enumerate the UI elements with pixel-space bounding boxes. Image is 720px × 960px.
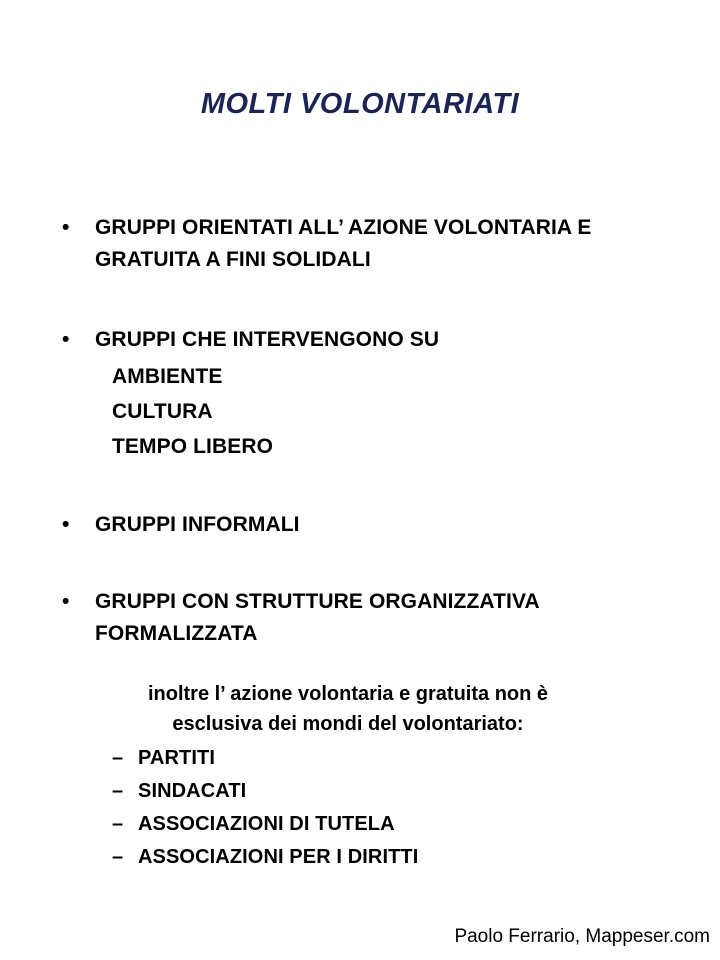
dash-list-item-label: SINDACATI [138, 780, 247, 802]
note-paragraph [88, 679, 608, 739]
dash-list-item-label: PARTITI [138, 747, 215, 769]
list-item-label: GRUPPI CON STRUTTURE ORGANIZZATIVA FORMALIZZATA [95, 590, 539, 645]
sub-list-item: AMBIENTE [112, 365, 223, 388]
page-title: MOLTI VOLONTARIATI [200, 88, 520, 120]
note-line-1: inoltre l’ azione volontaria e gratuita non è [147, 683, 549, 705]
sub-list-item: TEMPO LIBERO [112, 435, 274, 458]
dash-list-item [0, 841, 720, 874]
bullet-list [0, 212, 720, 650]
sub-list [95, 359, 720, 464]
list-item [0, 324, 720, 464]
dash-list-item-label: ASSOCIAZIONI PER I DIRITTI [138, 846, 419, 868]
dash-icon: – [112, 780, 124, 802]
list-item-label: GRUPPI CHE INTERVENGONO SU [95, 328, 440, 351]
dash-list-item [0, 775, 720, 808]
dash-icon: – [112, 747, 124, 769]
dash-list-item [0, 742, 720, 775]
sub-list-item: CULTURA [112, 400, 213, 423]
bullet-icon: • [62, 216, 70, 239]
list-item-label: GRUPPI ORIENTATI ALL’ AZIONE VOLONTARIA E GRATUITA A FINI SOLIDALI [95, 216, 592, 271]
bullet-icon: • [62, 590, 70, 613]
list-item [0, 509, 720, 541]
list-item [0, 586, 720, 650]
list-item [0, 212, 720, 276]
dash-list [0, 742, 720, 874]
bullet-icon: • [62, 513, 70, 536]
dash-icon: – [112, 846, 124, 868]
slide-footer-credit: Paolo Ferrario, Mappeser.com [454, 926, 710, 947]
list-item-label: GRUPPI INFORMALI [95, 513, 300, 536]
dash-icon: – [112, 813, 124, 835]
dash-list-item [0, 808, 720, 841]
note-line-2: esclusiva dei mondi del volontariato: [172, 713, 524, 735]
bullet-icon: • [62, 328, 70, 351]
dash-list-item-label: ASSOCIAZIONI DI TUTELA [138, 813, 395, 835]
